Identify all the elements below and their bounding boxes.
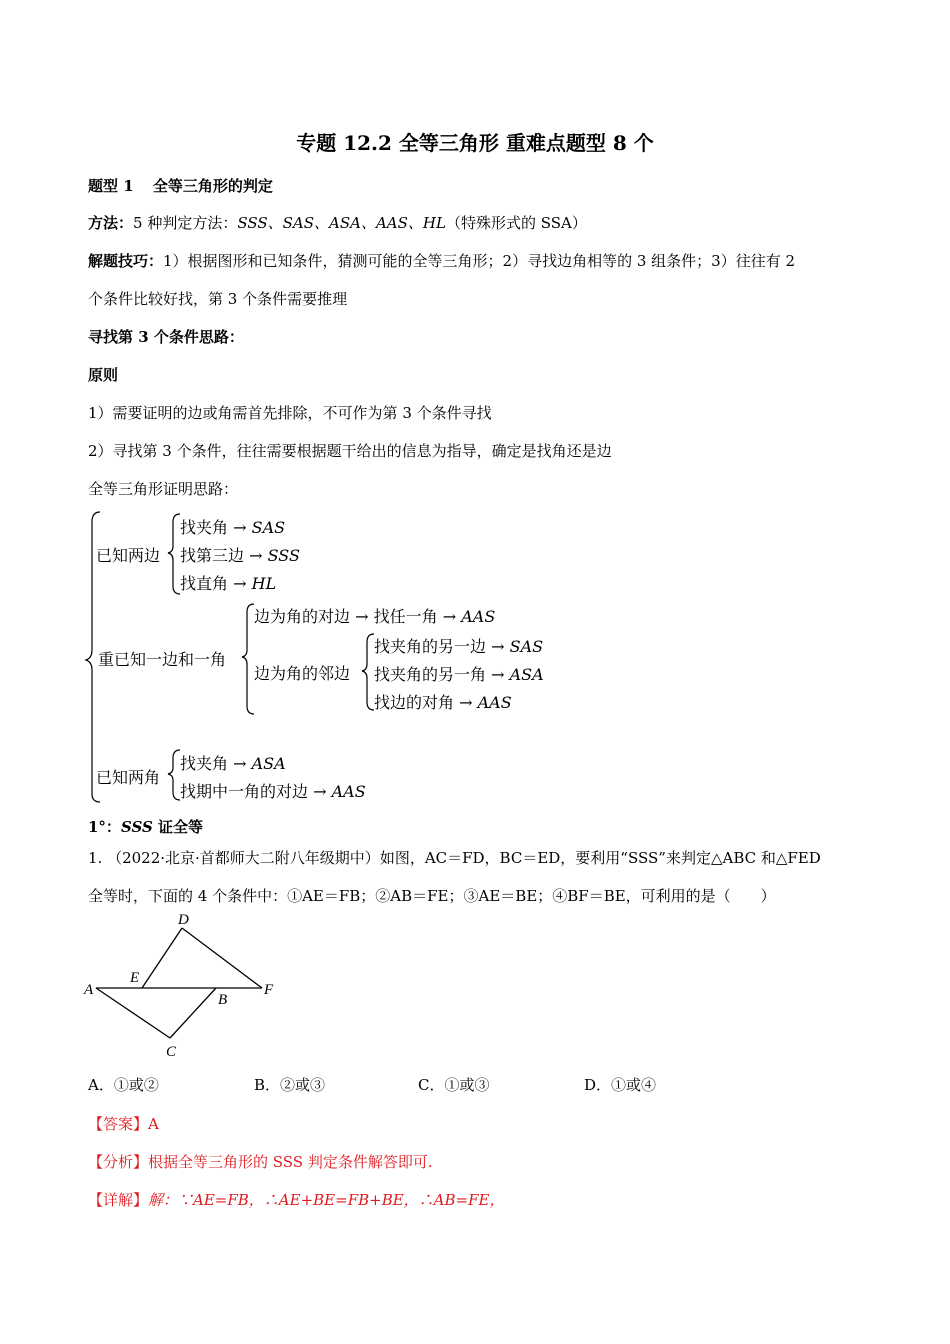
subsection-label: 1°： bbox=[88, 818, 121, 836]
subsection-sss: SSS bbox=[120, 818, 153, 836]
arrow-icon: → bbox=[491, 665, 505, 684]
arrow-icon: → bbox=[313, 782, 327, 801]
brace-adjacent bbox=[362, 634, 374, 710]
answer-tag: 【答案】 bbox=[88, 1115, 149, 1133]
segment-DF bbox=[182, 928, 262, 988]
label-B: B bbox=[218, 992, 228, 1008]
arrow-icon: → bbox=[233, 574, 247, 593]
option-d[interactable] bbox=[584, 1074, 656, 1095]
item-text: 找期中一角的对边 bbox=[180, 782, 309, 801]
item-result: HL bbox=[251, 574, 277, 593]
label-E: E bbox=[130, 970, 140, 986]
principle-heading: 原则 bbox=[88, 366, 119, 384]
proof-ideas-heading: 全等三角形证明思路： bbox=[88, 480, 239, 498]
segment-ED bbox=[142, 928, 182, 988]
tree-adjacent-item-1 bbox=[374, 634, 543, 657]
geometry-figure bbox=[80, 910, 290, 1065]
page-title: 专题 12.2 全等三角形 重难点题型 8 个 bbox=[296, 131, 654, 155]
tree-two-sides-label: 已知两边 bbox=[96, 546, 161, 565]
item-result: SAS bbox=[509, 637, 544, 656]
item-text: 找第三边 bbox=[180, 546, 245, 565]
arrow-icon: → bbox=[233, 754, 247, 773]
item-text: 找夹角的另一角 bbox=[374, 665, 487, 684]
question-line-1 bbox=[88, 847, 821, 868]
tips-text-1: 1）根据图形和已知条件，猜测可能的全等三角形；2）寻找边角相等的 3 组条件；3）往往有 2 bbox=[163, 252, 796, 270]
option-letter: D． bbox=[584, 1076, 612, 1094]
arrow-icon: → bbox=[459, 693, 473, 712]
item-result: AAS bbox=[461, 607, 496, 626]
item-text: 找边的对角 bbox=[374, 693, 455, 712]
segment-AC bbox=[96, 988, 170, 1038]
method-list: SSS、SAS、ASA、AAS、HL bbox=[237, 214, 446, 232]
principle-2: 2）寻找第 3 个条件，往往需要根据题干给出的信息为指导，确定是找角还是边 bbox=[88, 442, 612, 460]
subsection-heading bbox=[88, 816, 203, 837]
detail-tag: 【详解】 bbox=[88, 1191, 149, 1209]
arrow-icon: → bbox=[442, 607, 457, 626]
arrow-icon: → bbox=[233, 518, 247, 537]
option-text: ②或③ bbox=[280, 1076, 326, 1094]
item-text: 边为角的对边 bbox=[254, 607, 351, 626]
tips-line-2: 个条件比较好找，第 3 个条件需要推理 bbox=[88, 290, 348, 308]
subsection-suffix: 证全等 bbox=[152, 818, 204, 836]
tree-two-sides-item-3 bbox=[180, 571, 276, 594]
option-text: ①或③ bbox=[444, 1076, 490, 1094]
label-A: A bbox=[84, 982, 94, 998]
tree-two-angles-label: 已知两角 bbox=[96, 768, 161, 787]
analysis-tag: 【分析】 bbox=[88, 1153, 149, 1171]
tree-two-sides-item-2 bbox=[180, 543, 300, 566]
tips-label: 解题技巧： bbox=[88, 252, 164, 270]
tree-adjacent-label: 边为角的邻边 bbox=[254, 664, 351, 683]
item-mid: 找任一角 bbox=[373, 607, 438, 626]
segment-BC bbox=[170, 988, 216, 1038]
tree-side-angle-label: 重已知一边和一角 bbox=[98, 650, 227, 669]
item-text: 找夹角 bbox=[180, 518, 229, 537]
item-result: AAS bbox=[477, 693, 512, 712]
method-prefix: 5 种判定方法： bbox=[133, 214, 238, 232]
item-result: ASA bbox=[509, 665, 544, 684]
option-c[interactable] bbox=[418, 1074, 490, 1095]
detail-text: 解：∵AE=FB，∴AE+BE=FB+BE，∴AB=FE， bbox=[148, 1191, 505, 1209]
tree-two-angles-item-1 bbox=[180, 751, 286, 774]
item-result: ASA bbox=[251, 754, 286, 773]
question-number: 1. bbox=[88, 849, 103, 867]
option-letter: C． bbox=[418, 1076, 445, 1094]
section-name: 全等三角形的判定 bbox=[152, 177, 273, 195]
item-result: SSS bbox=[267, 546, 300, 565]
arrow-icon: → bbox=[355, 607, 369, 626]
method-label: 方法： bbox=[88, 214, 134, 232]
question-line-2: 全等时，下面的 4 个条件中：①AE＝FB；②AB＝FE；③AE＝BE；④BF＝BE，可利用的是（ ） bbox=[88, 887, 776, 905]
option-text: ①或④ bbox=[611, 1076, 657, 1094]
principle-1: 1）需要证明的边或角需首先排除，不可作为第 3 个条件寻找 bbox=[88, 404, 492, 422]
option-letter: A． bbox=[88, 1076, 114, 1094]
find-third-heading: 寻找第 3 个条件思路： bbox=[88, 328, 244, 346]
analysis-line bbox=[88, 1151, 433, 1172]
answer-value: A bbox=[148, 1115, 159, 1133]
method-suffix: （特殊形式的 SSA） bbox=[445, 214, 587, 232]
section-label: 题型 1 bbox=[88, 177, 134, 195]
item-text: 找夹角 bbox=[180, 754, 229, 773]
analysis-text: 根据全等三角形的 SSS 判定条件解答即可. bbox=[148, 1153, 433, 1171]
label-D: D bbox=[178, 912, 189, 928]
item-text: 找夹角的另一边 bbox=[374, 637, 487, 656]
option-a[interactable] bbox=[88, 1074, 159, 1095]
arrow-icon: → bbox=[249, 546, 263, 565]
answer-line bbox=[88, 1113, 159, 1134]
option-b[interactable] bbox=[254, 1074, 325, 1095]
tree-opposite-item bbox=[254, 604, 495, 627]
label-F: F bbox=[264, 982, 274, 998]
brace-two-sides bbox=[168, 514, 180, 594]
option-text: ①或② bbox=[113, 1076, 159, 1094]
detail-line bbox=[88, 1189, 504, 1210]
option-letter: B． bbox=[254, 1076, 281, 1094]
label-C: C bbox=[166, 1044, 177, 1060]
tree-two-angles-item-2 bbox=[180, 779, 366, 802]
question-text-1: 如图，AC＝FD，BC＝ED，要利用“SSS”来判定△ABC 和△FED bbox=[379, 849, 821, 867]
question-source: （2022·北京·首都师大二附八年级期中） bbox=[107, 849, 380, 867]
brace-two-angles bbox=[168, 750, 180, 800]
brace-side-angle bbox=[242, 604, 254, 714]
tree-two-sides-item-1 bbox=[180, 515, 285, 538]
item-text: 找直角 bbox=[180, 574, 229, 593]
arrow-icon: → bbox=[491, 637, 505, 656]
item-result: SAS bbox=[251, 518, 286, 537]
tree-adjacent-item-3 bbox=[374, 690, 512, 713]
tree-adjacent-item-2 bbox=[374, 662, 544, 685]
item-result: AAS bbox=[331, 782, 366, 801]
